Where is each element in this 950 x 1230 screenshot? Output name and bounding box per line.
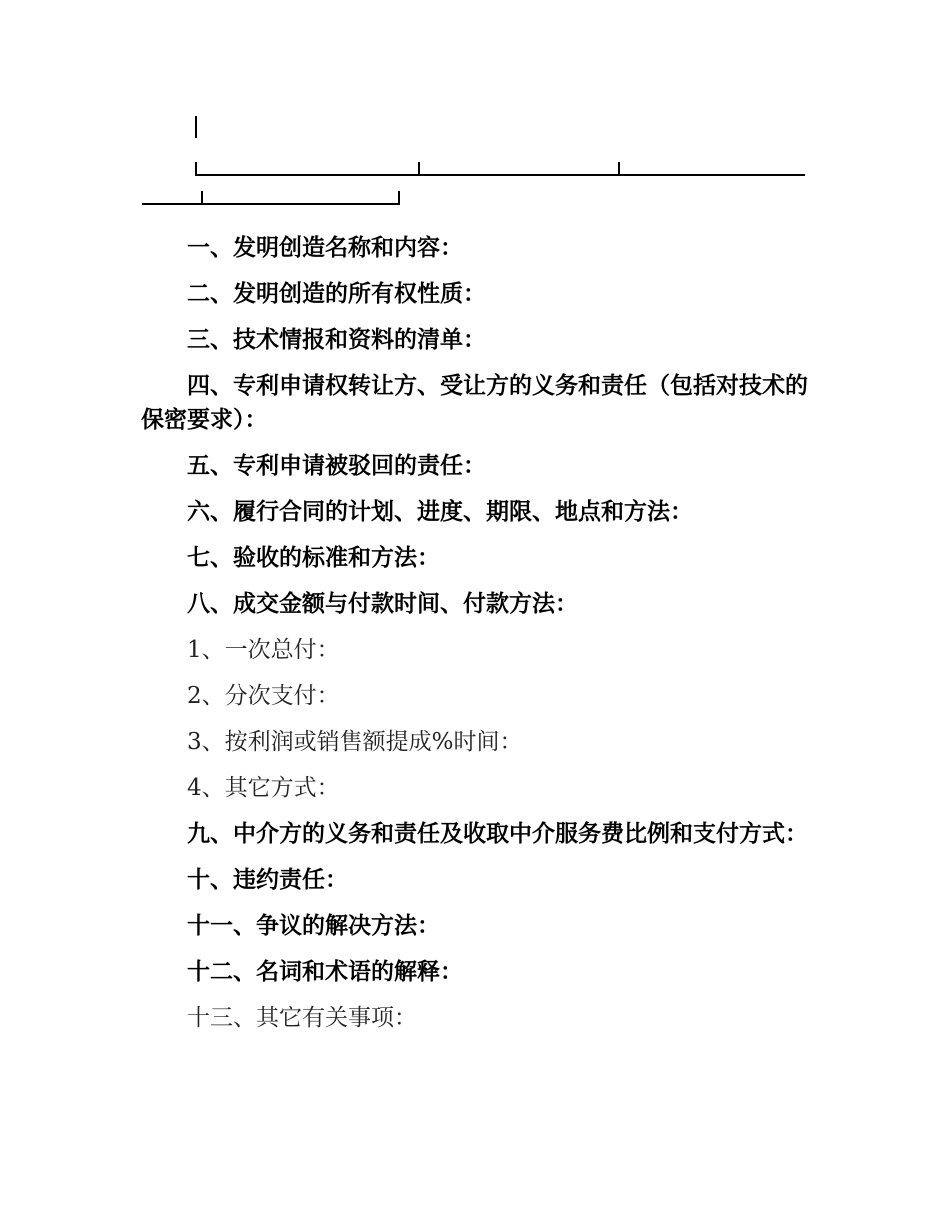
contract-clauses	[141, 231, 809, 1035]
clause-1: 一、发明创造名称和内容：	[187, 234, 463, 261]
table-divider-3	[201, 191, 203, 205]
clause-4: 四、专利申请权转让方、受让方的义务和责任（包括对技术的保密要求）：	[141, 372, 808, 433]
clause-11: 十一、争议的解决方法：	[187, 912, 440, 939]
payment-option-1: 1、一次总付：	[187, 637, 340, 663]
table-vertical-stub	[195, 116, 197, 138]
clause-3: 三、技术情报和资料的清单：	[187, 326, 486, 353]
payment-option-3: 3、按利润或销售额提成%时间：	[187, 729, 523, 755]
clause-13: 十三、其它有关事项：	[187, 1005, 417, 1031]
clause-9: 九、中介方的义务和责任及收取中介服务费比例和支付方式：	[187, 820, 808, 847]
clause-7: 七、验收的标准和方法：	[187, 544, 440, 571]
table-right-edge	[398, 191, 400, 205]
clause-2: 二、发明创造的所有权性质：	[187, 280, 486, 307]
table-divider-1	[418, 162, 420, 176]
table-bottom-border-row2	[142, 203, 400, 205]
clause-5: 五、专利申请被驳回的责任：	[187, 452, 486, 479]
table-divider-2	[618, 162, 620, 176]
clause-6: 六、履行合同的计划、进度、期限、地点和方法：	[187, 498, 693, 525]
payment-option-2: 2、分次支付：	[187, 683, 340, 709]
clause-8: 八、成交金额与付款时间、付款方法：	[187, 590, 578, 617]
payment-option-4: 4、其它方式：	[187, 775, 340, 801]
clause-12: 十二、名词和术语的解释：	[187, 958, 463, 985]
table-bottom-border-row1	[195, 174, 805, 176]
clause-10: 十、违约责任：	[187, 866, 348, 893]
